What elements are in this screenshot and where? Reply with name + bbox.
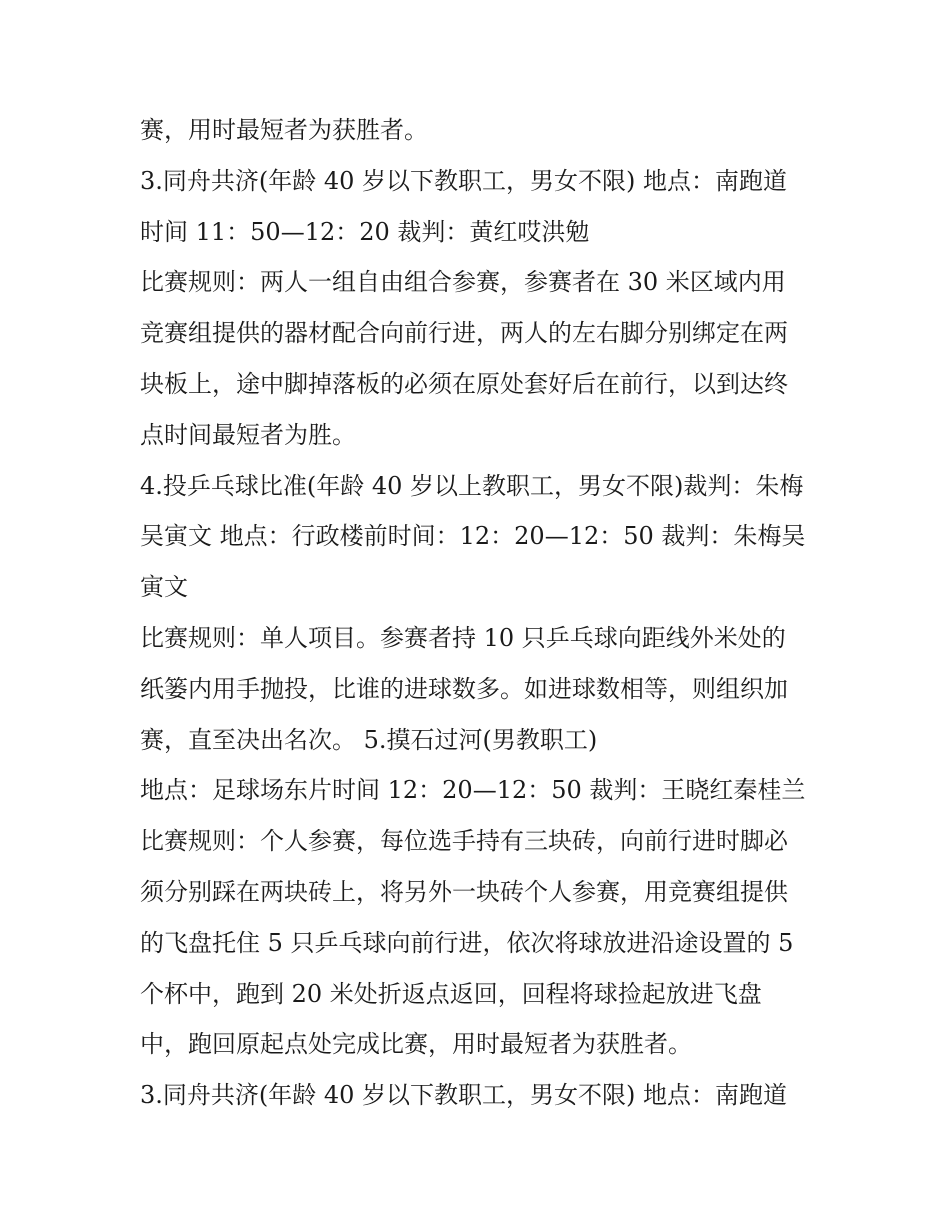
text-line: 的飞盘托住 5 只乒乓球向前行进，依次将球放进沿途设置的 5	[140, 928, 794, 957]
text-line: 吴寅文 地点：行政楼前时间：12：20—12：50 裁判：朱梅吴	[140, 522, 806, 551]
text-line: 块板上，途中脚掉落板的必须在原处套好后在前行，以到达终	[140, 369, 788, 398]
text-line: 赛，直至决出名次。 5.摸石过河(男教职工)	[140, 725, 598, 754]
text-line: 寅文	[140, 573, 188, 602]
document-body	[140, 105, 830, 1121]
text-line: 地点：足球场东片时间 12：20—12：50 裁判：王晓红秦桂兰	[140, 776, 806, 805]
text-line: 比赛规则：单人项目。参赛者持 10 只乒乓球向距线外米处的	[140, 623, 786, 652]
text-line: 个杯中，跑到 20 米处折返点返回，回程将球捡起放进飞盘	[140, 979, 762, 1008]
text-line: 赛，用时最短者为获胜者。	[140, 116, 428, 144]
text-line: 须分别踩在两块砖上，将另外一块砖个人参赛，用竞赛组提供	[140, 877, 788, 906]
text-line: 竞赛组提供的器材配合向前行进，两人的左右脚分别绑定在两	[140, 319, 788, 348]
text-line: 中，跑回原起点处完成比赛，用时最短者为获胜者。	[140, 1030, 692, 1059]
text-line: 点时间最短者为胜。	[140, 420, 356, 449]
text-line: 4.投乒乓球比准(年龄 40 岁以上教职工，男女不限)裁判：朱梅	[140, 471, 804, 500]
text-line: 3.同舟共济(年龄 40 岁以下教职工，男女不限) 地点：南跑道	[140, 166, 788, 195]
text-line: 纸篓内用手抛投，比谁的进球数多。如进球数相等，则组织加	[140, 674, 788, 703]
text-line: 比赛规则：个人参赛，每位选手持有三块砖，向前行进时脚必	[140, 827, 788, 856]
text-line: 3.同舟共济(年龄 40 岁以下教职工，男女不限) 地点：南跑道	[140, 1081, 788, 1110]
text-line: 时间 11：50—12：20 裁判：黄红哎洪勉	[140, 217, 590, 246]
text-line: 比赛规则：两人一组自由组合参赛，参赛者在 30 米区域内用	[140, 268, 786, 297]
